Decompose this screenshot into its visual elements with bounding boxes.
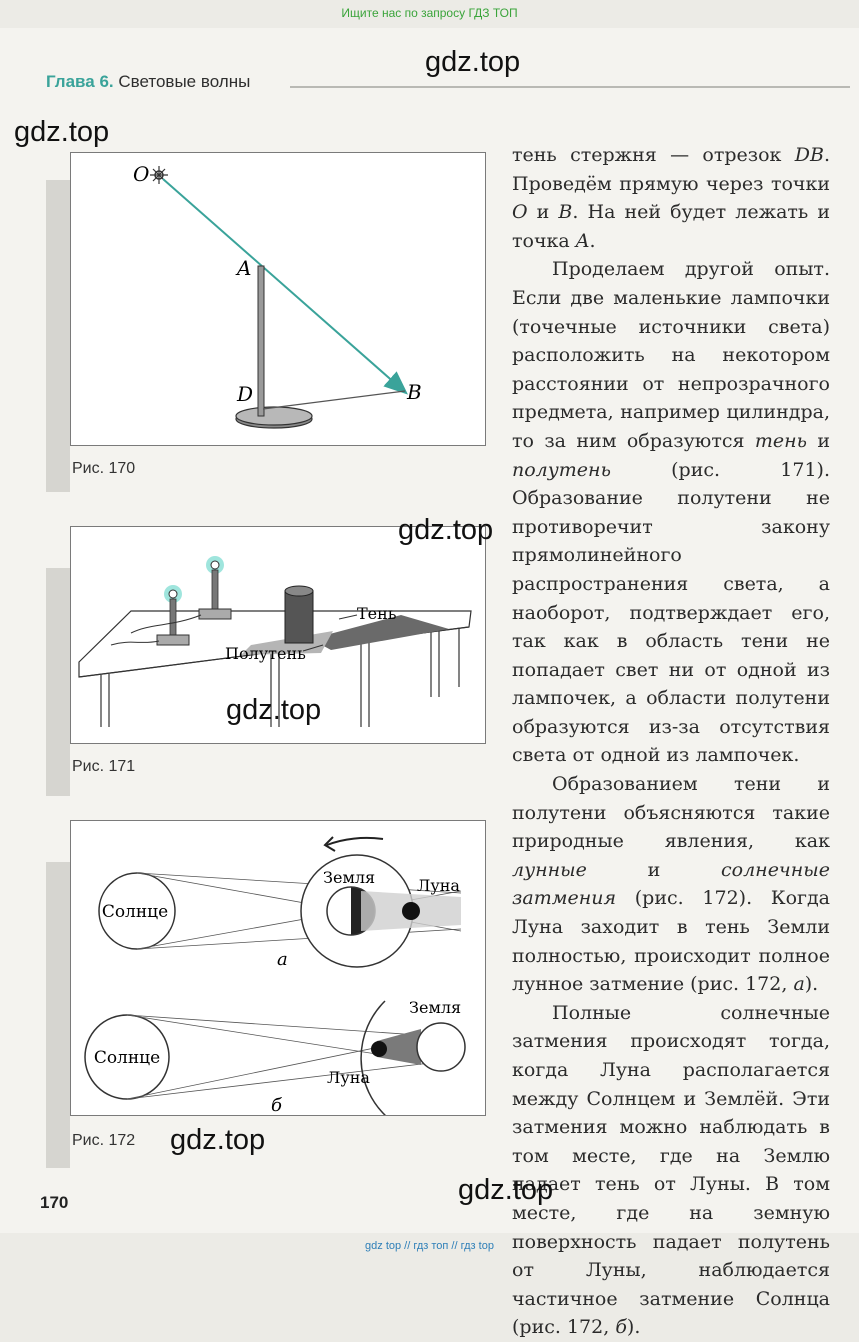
text-run: ). [626, 1316, 641, 1339]
italic-term: O [512, 201, 528, 224]
fig170-caption: Рис. 170 [72, 460, 136, 477]
italic-term: тень [754, 429, 807, 452]
label-moon-a: Луна [417, 876, 460, 895]
cylinder [285, 591, 313, 643]
label-letter-b: б [271, 1095, 282, 1115]
label-penumbra: Полутень [225, 644, 306, 663]
label-earth-b: Земля [409, 998, 462, 1017]
text-run: Проделаем другой опыт. Если две маленькие лампочки (точечные источники света) расположить на некотором расстоянии от непрозрачного предмета, например цилиндра, то за ним образуются [512, 258, 830, 452]
text-run: . [589, 229, 596, 252]
top-banner: Ищите нас по запросу ГДЗ ТОП [341, 6, 518, 20]
label-shadow: Тень [357, 604, 397, 623]
moon-a [402, 902, 420, 920]
watermark: gdz.top [14, 116, 110, 148]
page-number: 170 [40, 1193, 69, 1212]
label-d: D [237, 382, 254, 406]
text-run: ). [804, 973, 819, 996]
moon-b [371, 1041, 387, 1057]
text-run: и [586, 858, 721, 881]
paragraph-4 [512, 999, 830, 1342]
fig172-shadow [46, 862, 70, 1168]
figure-170 [70, 152, 486, 446]
bottom-banner: gdz top // гдз топ // гдз top [365, 1240, 494, 1252]
label-sun-a: Солнце [101, 902, 169, 922]
italic-term: б [615, 1316, 627, 1339]
label-letter-a: а [277, 949, 288, 970]
watermark: gdz.top [226, 694, 322, 726]
italic-term: а [793, 973, 805, 996]
paragraph-1 [512, 141, 830, 255]
paragraph-3 [512, 770, 830, 999]
label-a: A [237, 256, 252, 280]
fig171-shadow [46, 568, 70, 796]
watermark: gdz.top [458, 1174, 554, 1206]
fig172-caption: Рис. 172 [72, 1132, 136, 1149]
main-text [512, 141, 830, 1342]
chapter-header [46, 72, 250, 92]
italic-term: DB [794, 144, 824, 166]
watermark: gdz.top [398, 514, 494, 546]
text-run: (рис. 172). Когда Луна заходит в тень Земли полностью, происходит полное лунное затмение (рис. 172, [512, 887, 830, 996]
italic-term: лунные [512, 858, 587, 881]
figure-172 [70, 820, 486, 1116]
fig170-shadow [46, 180, 70, 492]
label-o: O [133, 162, 150, 186]
text-run: тень стержня — отрезок [512, 144, 795, 166]
label-earth-a: Земля [323, 868, 376, 887]
italic-term: солнечные затмения [512, 858, 830, 910]
text-run: (рис. 171). Образование полутени не противоречит закону прямолинейного распространения света, а наоборот, подтверждает его, так как в область тени не попадает свет ни от одной из лампочек, а области полутени образуются из-за отсутствия света от одной из лампочек. [512, 458, 830, 767]
text-run: и [527, 201, 559, 224]
light-ray [163, 179, 405, 392]
earth-b [417, 1023, 465, 1071]
fig170-drawing [71, 153, 485, 445]
lamp-2-icon [199, 556, 231, 619]
text-run: Полные солнечные затмения происходят тогда, когда Луна располагается между Солнцем и Землёй. Эти затмения можно наблюдать в том месте, где на Землю падает тень от Луны. В том месте, где на земную поверхность падает полутень от Луны, наблюдается частичное затмение Солнца (рис. 172, [512, 1001, 830, 1339]
text-run: . На ней будет лежать и точка [512, 201, 830, 252]
italic-term: A [575, 229, 590, 252]
watermark: gdz.top [425, 46, 521, 78]
chapter-number: Глава 6. [46, 72, 114, 91]
text-run: Образованием тени и полутени объясняются такие природные явления, как [512, 773, 830, 853]
italic-term: полутень [512, 458, 611, 481]
fig172-drawing [71, 821, 485, 1115]
fig171-caption: Рис. 171 [72, 758, 136, 775]
text-run: . Проведём прямую через точки [512, 144, 830, 195]
text-run: и [806, 429, 831, 452]
header-rule [290, 86, 850, 88]
paragraph-2 [512, 255, 830, 770]
rod [258, 266, 264, 416]
italic-term: B [558, 201, 573, 224]
chapter-title: Световые волны [118, 72, 251, 91]
rod-shadow [263, 391, 405, 409]
label-b: B [407, 380, 422, 404]
watermark: gdz.top [170, 1124, 266, 1156]
label-moon-b: Луна [327, 1068, 370, 1087]
label-sun-b: Солнце [93, 1048, 161, 1068]
